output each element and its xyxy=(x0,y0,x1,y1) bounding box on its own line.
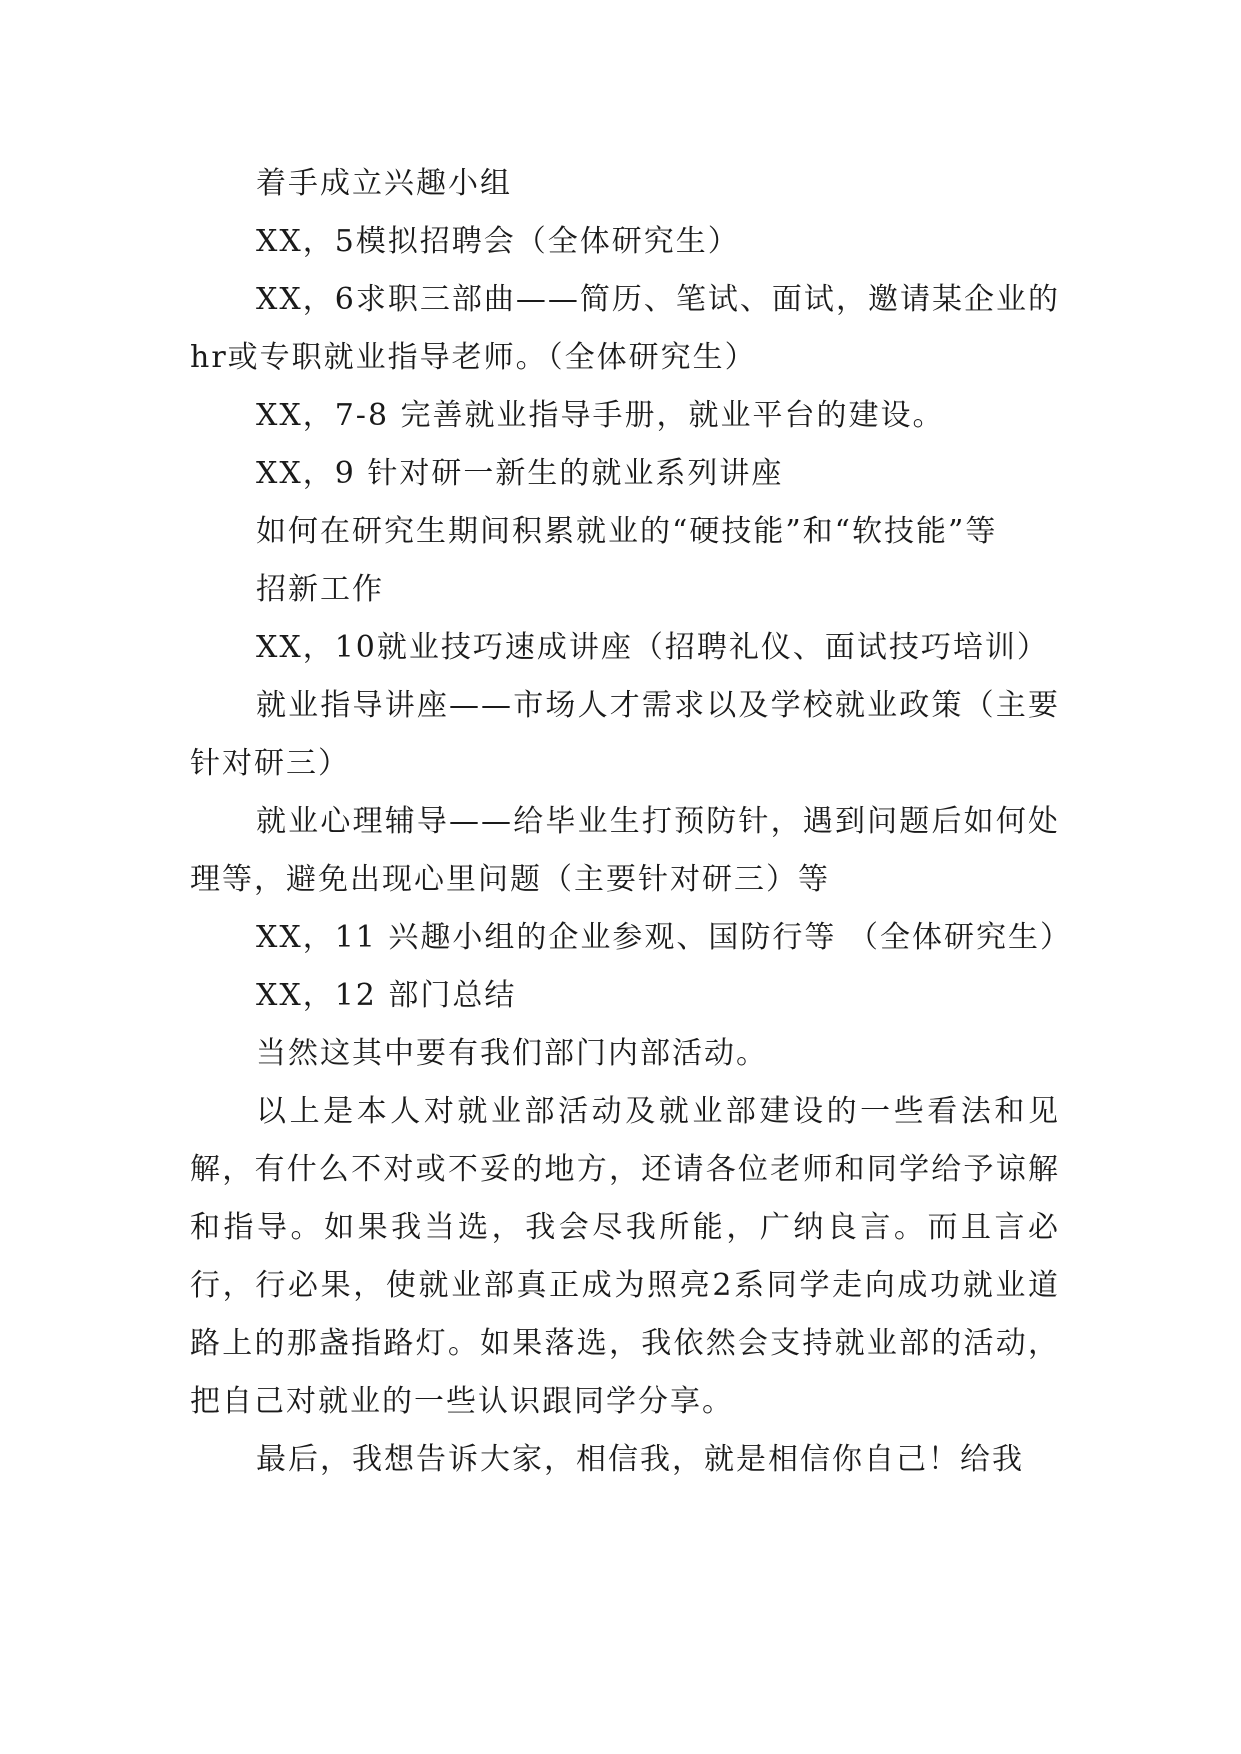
document-body xyxy=(190,155,1072,1489)
paragraph-mock-recruitment: XX，5模拟招聘会（全体研究生） xyxy=(256,224,740,259)
paragraph-psychological-counseling: 就业心理辅导——给毕业生打预防针，遇到问题后如何处理等，避免出现心里问题（主要针对研三）等 xyxy=(190,804,1060,897)
paragraph-guide-handbook: XX，7-8 完善就业指导手册，就业平台的建设。 xyxy=(256,398,945,433)
paragraph-department-summary: XX，12 部门总结 xyxy=(256,978,517,1013)
paragraph-internal-activities: 当然这其中要有我们部门内部活动。 xyxy=(256,1036,768,1071)
paragraph-final-appeal: 最后，我想告诉大家，相信我，就是相信你自己！给我 xyxy=(256,1442,1024,1477)
paragraph-hard-soft-skills: 如何在研究生期间积累就业的“硬技能”和“软技能”等 xyxy=(256,514,998,549)
paragraph-recruit-new: 招新工作 xyxy=(256,572,384,607)
paragraph-freshman-lectures: XX，9 针对研一新生的就业系列讲座 xyxy=(256,456,784,491)
paragraph-skills-lecture: XX，10就业技巧速成讲座（招聘礼仪、面试技巧培训） xyxy=(256,630,1049,665)
paragraph-closing-statement: 以上是本人对就业部活动及就业部建设的一些看法和见解，有什么不对或不妥的地方，还请各位老师和同学给予谅解和指导。如果我当选，我会尽我所能，广纳良言。而且言必行，行必果，使就业部真正成为照亮2系同学走向成功就业道路上的那盏指路灯。如果落选，我依然会支持就业部的活动，把自己对就业的一些认识跟同学分享。 xyxy=(190,1094,1060,1419)
paragraph-job-seeking-trilogy: XX，6求职三部曲——简历、笔试、面试，邀请某企业的hr或专职就业指导老师。（全体研究生） xyxy=(190,282,1060,375)
paragraph-guidance-lecture: 就业指导讲座——市场人才需求以及学校就业政策（主要针对研三） xyxy=(190,688,1060,781)
paragraph-interest-group: 着手成立兴趣小组 xyxy=(256,166,512,201)
paragraph-company-visit: XX，11 兴趣小组的企业参观、国防行等 （全体研究生） xyxy=(256,920,1072,955)
